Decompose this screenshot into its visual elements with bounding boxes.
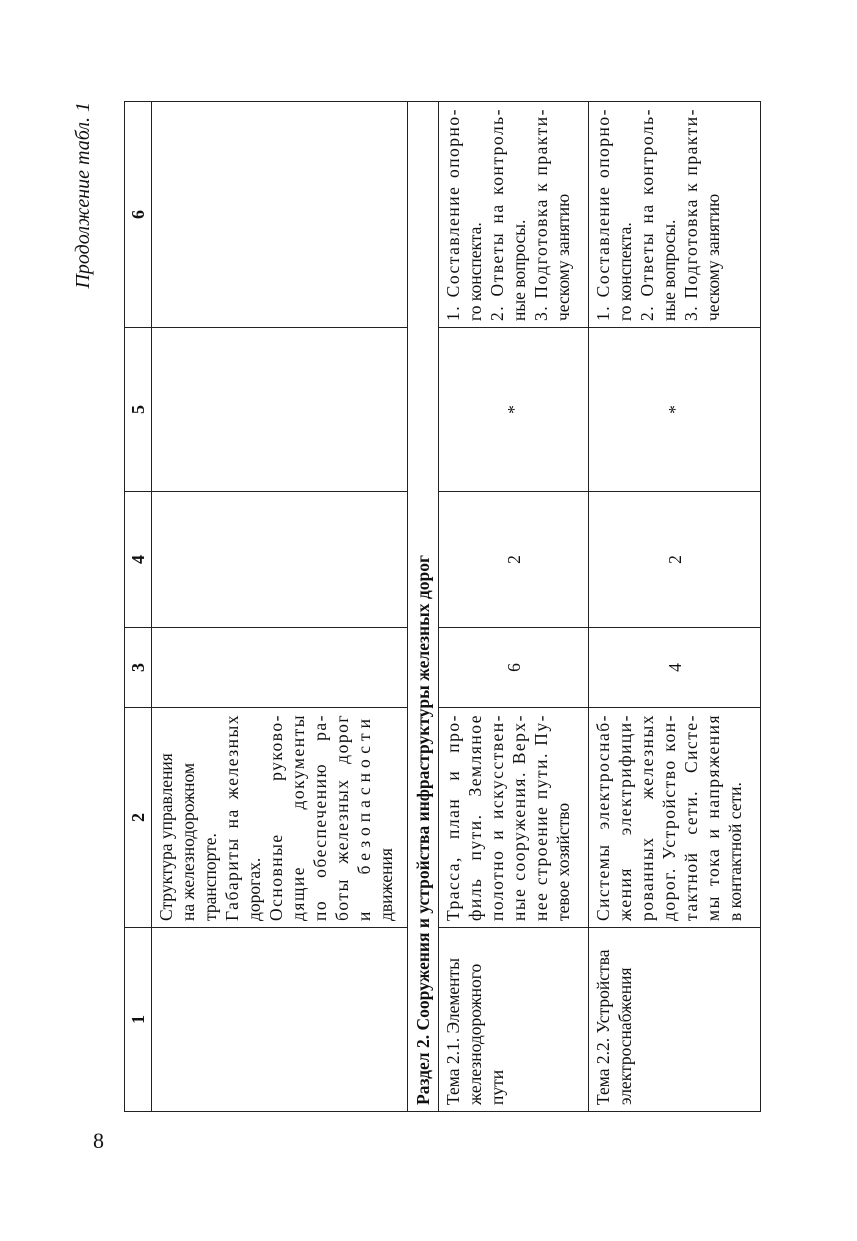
text-line: Структура управления — [156, 753, 176, 921]
self-study-cell — [152, 102, 408, 328]
text-line: рованных железных — [637, 714, 657, 921]
header-cell: 4 — [125, 492, 152, 628]
table-caption: Продолжение табл. 1 — [72, 102, 94, 289]
text-line: железнодорожного — [465, 963, 485, 1105]
header-row — [125, 102, 152, 1112]
text-line: го конспекта. — [465, 222, 485, 321]
text-line: 2. Ответы на контроль- — [637, 108, 657, 321]
text-line: тактной сети. Систе- — [681, 714, 701, 921]
hours-cell — [152, 628, 408, 708]
text-line: ческому занятию — [553, 193, 573, 321]
text-line: Основные руково- — [266, 714, 286, 921]
header-cell: 6 — [125, 102, 152, 328]
content-cell — [152, 708, 408, 928]
text-line: пути — [487, 1069, 507, 1105]
text-line: ные сооружения. Верх- — [509, 714, 529, 921]
header-cell: 5 — [125, 328, 152, 492]
marker-cell: * — [439, 328, 589, 492]
text-line: нее строение пути. Пу- — [531, 714, 551, 921]
header-cell: 1 — [125, 928, 152, 1112]
text-line: дорогах. — [244, 857, 264, 921]
section-row — [408, 102, 439, 1112]
text-line: Тема 2.1. Элементы — [443, 958, 463, 1105]
marker-cell: * — [589, 328, 761, 492]
text-line: 3. Подготовка к практи- — [681, 108, 701, 321]
practice-hours-cell — [152, 492, 408, 628]
text-line: мы тока и напряжения — [703, 714, 723, 921]
text-line: на железнодорожном — [178, 762, 198, 921]
table-row — [439, 102, 589, 1112]
text-line: и безопасности — [354, 714, 374, 921]
text-line: по обеспечению ра- — [310, 714, 330, 921]
text-line: ческому занятию — [703, 193, 723, 321]
text-line: Габариты на железных — [222, 714, 242, 921]
text-line: ные вопросы. — [659, 219, 679, 321]
text-line: движения — [376, 848, 396, 921]
text-line: 2. Ответы на контроль- — [487, 108, 507, 321]
text-line: дящие документы — [288, 714, 308, 921]
page-number: 8 — [93, 1128, 104, 1153]
text-line: 1. Составление опорно- — [443, 108, 463, 321]
text-line: Трасса, план и про- — [443, 714, 463, 921]
rotated-table-area — [72, 102, 774, 1112]
content-cell — [439, 708, 589, 928]
text-line: транспорте. — [200, 833, 220, 921]
topic-cell — [152, 928, 408, 1112]
curriculum-table — [124, 101, 761, 1112]
table-container — [72, 102, 774, 1112]
section-title: Раздел 2. Сооружения и устройства инфраструктуры железных дорог — [408, 102, 439, 1112]
text-line: ные вопросы. — [509, 219, 529, 321]
text-line: филь пути. Земляное — [465, 714, 485, 921]
text-line: Системы электроснаб- — [593, 714, 613, 921]
text-line: электроснабжения — [615, 967, 635, 1105]
hours-cell: 4 — [589, 628, 761, 708]
table-row — [152, 102, 408, 1112]
text-line: го конспекта. — [615, 222, 635, 321]
text-line: Тема 2.2. Устройства — [593, 949, 613, 1105]
content-cell — [589, 708, 761, 928]
topic-cell — [439, 928, 589, 1112]
practice-hours-cell: 2 — [439, 492, 589, 628]
practice-hours-cell: 2 — [589, 492, 761, 628]
text-line: 3. Подготовка к практи- — [531, 108, 551, 321]
self-study-cell — [439, 102, 589, 328]
text-line: в контактной сети. — [725, 782, 745, 921]
self-study-cell — [589, 102, 761, 328]
text-line: жения электрифици- — [615, 714, 635, 921]
topic-cell — [589, 928, 761, 1112]
hours-cell: 6 — [439, 628, 589, 708]
text-line: 1. Составление опорно- — [593, 108, 613, 321]
header-cell: 3 — [125, 628, 152, 708]
table-row — [589, 102, 761, 1112]
text-line: дорог. Устройство кон- — [659, 714, 679, 921]
header-cell: 2 — [125, 708, 152, 928]
text-line: боты железных дорог — [332, 714, 352, 921]
text-line: полотно и искусствен- — [487, 714, 507, 921]
marker-cell — [152, 328, 408, 492]
text-line: тевое хозяйство — [553, 802, 573, 921]
